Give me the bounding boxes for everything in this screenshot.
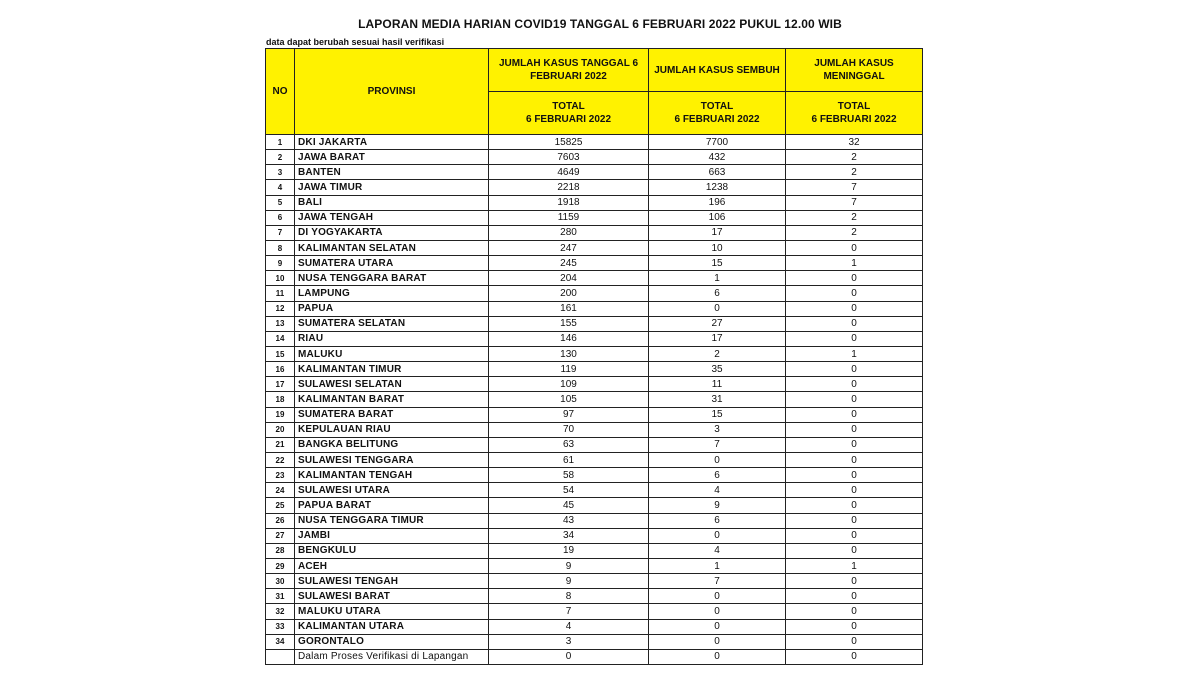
table-body [266, 135, 923, 665]
header-meninggal-total [786, 92, 923, 135]
row-meninggal: 0 [786, 543, 923, 558]
row-provinsi: SUMATERA SELATAN [295, 316, 489, 331]
row-sembuh: 6 [649, 468, 786, 483]
row-sembuh: 10 [649, 240, 786, 255]
row-kasus: 43 [489, 513, 649, 528]
row-sembuh: 4 [649, 483, 786, 498]
row-provinsi: MALUKU [295, 346, 489, 361]
row-sembuh: 6 [649, 286, 786, 301]
row-sembuh: 432 [649, 150, 786, 165]
row-meninggal: 1 [786, 558, 923, 573]
table-row [266, 468, 923, 483]
header-kasus: JUMLAH KASUS TANGGAL 6 FEBRUARI 2022 [489, 49, 649, 92]
row-sembuh: 1 [649, 558, 786, 573]
row-kasus: 161 [489, 301, 649, 316]
row-sembuh: 27 [649, 316, 786, 331]
row-sembuh: 9 [649, 498, 786, 513]
row-kasus: 0 [489, 649, 649, 664]
row-meninggal: 0 [786, 619, 923, 634]
row-provinsi: SULAWESI TENGGARA [295, 452, 489, 467]
row-kasus: 200 [489, 286, 649, 301]
row-kasus: 4649 [489, 165, 649, 180]
row-number: 2 [266, 150, 295, 165]
row-sembuh: 0 [649, 619, 786, 634]
row-provinsi: SULAWESI UTARA [295, 483, 489, 498]
table-row [266, 422, 923, 437]
row-meninggal: 32 [786, 135, 923, 150]
row-sembuh: 196 [649, 195, 786, 210]
row-kasus: 130 [489, 346, 649, 361]
row-meninggal: 0 [786, 498, 923, 513]
table-row [266, 240, 923, 255]
row-kasus: 34 [489, 528, 649, 543]
table-row [266, 377, 923, 392]
row-meninggal: 0 [786, 240, 923, 255]
row-kasus: 247 [489, 240, 649, 255]
row-provinsi: KALIMANTAN SELATAN [295, 240, 489, 255]
verification-note: data dapat berubah sesuai hasil verifikasi [266, 37, 445, 47]
row-number: 24 [266, 483, 295, 498]
row-meninggal: 2 [786, 225, 923, 240]
row-provinsi: PAPUA [295, 301, 489, 316]
header-sembuh-total [649, 92, 786, 135]
table-row [266, 392, 923, 407]
row-number: 32 [266, 604, 295, 619]
row-meninggal: 7 [786, 195, 923, 210]
row-meninggal: 0 [786, 589, 923, 604]
row-number: 15 [266, 346, 295, 361]
table-row [266, 180, 923, 195]
row-kasus: 1159 [489, 210, 649, 225]
row-kasus: 15825 [489, 135, 649, 150]
row-provinsi: BANGKA BELITUNG [295, 437, 489, 452]
row-number: 5 [266, 195, 295, 210]
total-label: TOTAL [837, 101, 871, 112]
row-provinsi: KEPULAUAN RIAU [295, 422, 489, 437]
row-number: 29 [266, 558, 295, 573]
table-row [266, 589, 923, 604]
row-number: 8 [266, 240, 295, 255]
row-number: 25 [266, 498, 295, 513]
row-meninggal: 0 [786, 377, 923, 392]
row-meninggal: 0 [786, 649, 923, 664]
row-number: 17 [266, 377, 295, 392]
row-sembuh: 1 [649, 271, 786, 286]
row-sembuh: 31 [649, 392, 786, 407]
row-provinsi: KALIMANTAN BARAT [295, 392, 489, 407]
row-number: 21 [266, 437, 295, 452]
table-row [266, 271, 923, 286]
row-provinsi: NUSA TENGGARA BARAT [295, 271, 489, 286]
table-row [266, 604, 923, 619]
table-row [266, 346, 923, 361]
table-row [266, 225, 923, 240]
table-row [266, 210, 923, 225]
row-kasus: 7603 [489, 150, 649, 165]
row-kasus: 58 [489, 468, 649, 483]
row-sembuh: 2 [649, 346, 786, 361]
row-provinsi: SUMATERA BARAT [295, 407, 489, 422]
row-kasus: 97 [489, 407, 649, 422]
total-date-label: 6 FEBRUARI 2022 [811, 114, 897, 125]
row-kasus: 3 [489, 634, 649, 649]
row-number: 27 [266, 528, 295, 543]
row-meninggal: 0 [786, 422, 923, 437]
header-provinsi: PROVINSI [295, 49, 489, 135]
table-row [266, 301, 923, 316]
row-meninggal: 2 [786, 210, 923, 225]
row-number: 11 [266, 286, 295, 301]
row-kasus: 61 [489, 452, 649, 467]
row-meninggal: 0 [786, 301, 923, 316]
row-kasus: 155 [489, 316, 649, 331]
row-meninggal: 0 [786, 452, 923, 467]
row-provinsi: ACEH [295, 558, 489, 573]
row-number [266, 649, 295, 664]
table-row [266, 437, 923, 452]
row-meninggal: 0 [786, 437, 923, 452]
row-number: 30 [266, 574, 295, 589]
table-row [266, 256, 923, 271]
row-provinsi: BANTEN [295, 165, 489, 180]
row-kasus: 1918 [489, 195, 649, 210]
table-row [266, 634, 923, 649]
table-row [266, 558, 923, 573]
row-number: 6 [266, 210, 295, 225]
row-sembuh: 0 [649, 589, 786, 604]
row-provinsi: NUSA TENGGARA TIMUR [295, 513, 489, 528]
row-meninggal: 0 [786, 513, 923, 528]
row-number: 12 [266, 301, 295, 316]
row-provinsi: JAWA TENGAH [295, 210, 489, 225]
row-meninggal: 0 [786, 574, 923, 589]
row-meninggal: 2 [786, 150, 923, 165]
row-kasus: 45 [489, 498, 649, 513]
row-number: 34 [266, 634, 295, 649]
row-number: 10 [266, 271, 295, 286]
row-provinsi: KALIMANTAN TIMUR [295, 362, 489, 377]
header-meninggal: JUMLAH KASUS MENINGGAL [786, 49, 923, 92]
row-sembuh: 7700 [649, 135, 786, 150]
row-provinsi: KALIMANTAN UTARA [295, 619, 489, 634]
total-date-label: 6 FEBRUARI 2022 [525, 114, 612, 125]
row-number: 16 [266, 362, 295, 377]
row-kasus: 146 [489, 331, 649, 346]
row-sembuh: 106 [649, 210, 786, 225]
table-row [266, 316, 923, 331]
row-sembuh: 0 [649, 604, 786, 619]
row-number: 14 [266, 331, 295, 346]
row-provinsi: DKI JAKARTA [295, 135, 489, 150]
row-sembuh: 0 [649, 452, 786, 467]
row-meninggal: 1 [786, 256, 923, 271]
row-provinsi: SULAWESI BARAT [295, 589, 489, 604]
row-provinsi: GORONTALO [295, 634, 489, 649]
row-meninggal: 0 [786, 407, 923, 422]
row-number: 7 [266, 225, 295, 240]
row-number: 33 [266, 619, 295, 634]
row-sembuh: 35 [649, 362, 786, 377]
row-kasus: 7 [489, 604, 649, 619]
row-sembuh: 6 [649, 513, 786, 528]
row-sembuh: 15 [649, 256, 786, 271]
header-no: NO [266, 49, 295, 135]
row-number: 4 [266, 180, 295, 195]
covid-report-table [265, 48, 923, 665]
row-meninggal: 0 [786, 286, 923, 301]
row-number: 13 [266, 316, 295, 331]
row-provinsi: PAPUA BARAT [295, 498, 489, 513]
row-sembuh: 11 [649, 377, 786, 392]
row-kasus: 70 [489, 422, 649, 437]
row-sembuh: 0 [649, 528, 786, 543]
row-meninggal: 0 [786, 634, 923, 649]
row-number: 9 [266, 256, 295, 271]
row-sembuh: 17 [649, 331, 786, 346]
row-number: 26 [266, 513, 295, 528]
row-kasus: 63 [489, 437, 649, 452]
row-meninggal: 0 [786, 604, 923, 619]
row-sembuh: 15 [649, 407, 786, 422]
row-kasus: 54 [489, 483, 649, 498]
table-row [266, 528, 923, 543]
row-sembuh: 3 [649, 422, 786, 437]
row-kasus: 9 [489, 574, 649, 589]
row-kasus: 2218 [489, 180, 649, 195]
row-kasus: 280 [489, 225, 649, 240]
row-kasus: 19 [489, 543, 649, 558]
row-meninggal: 0 [786, 316, 923, 331]
table-row [266, 331, 923, 346]
table-row [266, 362, 923, 377]
row-meninggal: 0 [786, 331, 923, 346]
row-provinsi: SULAWESI TENGAH [295, 574, 489, 589]
row-sembuh: 0 [649, 301, 786, 316]
row-sembuh: 663 [649, 165, 786, 180]
row-provinsi: JAMBI [295, 528, 489, 543]
row-meninggal: 0 [786, 271, 923, 286]
table-row [266, 649, 923, 664]
table-row [266, 452, 923, 467]
row-number: 28 [266, 543, 295, 558]
table-row [266, 286, 923, 301]
row-meninggal: 0 [786, 362, 923, 377]
header-kasus-total [489, 92, 649, 135]
table-row [266, 619, 923, 634]
table-row [266, 135, 923, 150]
row-kasus: 119 [489, 362, 649, 377]
row-meninggal: 0 [786, 528, 923, 543]
row-sembuh: 0 [649, 634, 786, 649]
row-kasus: 109 [489, 377, 649, 392]
row-provinsi: MALUKU UTARA [295, 604, 489, 619]
table-row [266, 513, 923, 528]
row-provinsi: DI YOGYAKARTA [295, 225, 489, 240]
row-meninggal: 7 [786, 180, 923, 195]
row-number: 23 [266, 468, 295, 483]
report-title: LAPORAN MEDIA HARIAN COVID19 TANGGAL 6 FEBRUARI 2022 PUKUL 12.00 WIB [358, 17, 842, 31]
row-provinsi: BALI [295, 195, 489, 210]
table-row [266, 150, 923, 165]
row-kasus: 9 [489, 558, 649, 573]
row-provinsi: SULAWESI SELATAN [295, 377, 489, 392]
row-provinsi: KALIMANTAN TENGAH [295, 468, 489, 483]
table-row [266, 498, 923, 513]
row-kasus: 245 [489, 256, 649, 271]
row-sembuh: 7 [649, 574, 786, 589]
row-meninggal: 0 [786, 483, 923, 498]
row-provinsi: SUMATERA UTARA [295, 256, 489, 271]
row-provinsi: LAMPUNG [295, 286, 489, 301]
row-number: 22 [266, 452, 295, 467]
row-kasus: 105 [489, 392, 649, 407]
table-row [266, 574, 923, 589]
row-sembuh: 7 [649, 437, 786, 452]
row-provinsi: Dalam Proses Verifikasi di Lapangan [295, 649, 489, 664]
row-meninggal: 0 [786, 392, 923, 407]
row-number: 31 [266, 589, 295, 604]
table-row [266, 165, 923, 180]
total-label: TOTAL [552, 101, 585, 112]
row-number: 3 [266, 165, 295, 180]
table-row [266, 195, 923, 210]
row-number: 18 [266, 392, 295, 407]
table-row [266, 543, 923, 558]
total-label: TOTAL [700, 101, 734, 112]
row-provinsi: BENGKULU [295, 543, 489, 558]
row-sembuh: 1238 [649, 180, 786, 195]
row-sembuh: 0 [649, 649, 786, 664]
row-provinsi: JAWA BARAT [295, 150, 489, 165]
row-number: 1 [266, 135, 295, 150]
table-row [266, 483, 923, 498]
row-meninggal: 0 [786, 468, 923, 483]
row-number: 20 [266, 422, 295, 437]
row-sembuh: 4 [649, 543, 786, 558]
row-kasus: 4 [489, 619, 649, 634]
row-provinsi: RIAU [295, 331, 489, 346]
row-kasus: 204 [489, 271, 649, 286]
row-provinsi: JAWA TIMUR [295, 180, 489, 195]
header-sembuh: JUMLAH KASUS SEMBUH [649, 49, 786, 92]
row-kasus: 8 [489, 589, 649, 604]
row-sembuh: 17 [649, 225, 786, 240]
total-date-label: 6 FEBRUARI 2022 [674, 114, 760, 125]
table-row [266, 407, 923, 422]
row-number: 19 [266, 407, 295, 422]
row-meninggal: 1 [786, 346, 923, 361]
row-meninggal: 2 [786, 165, 923, 180]
